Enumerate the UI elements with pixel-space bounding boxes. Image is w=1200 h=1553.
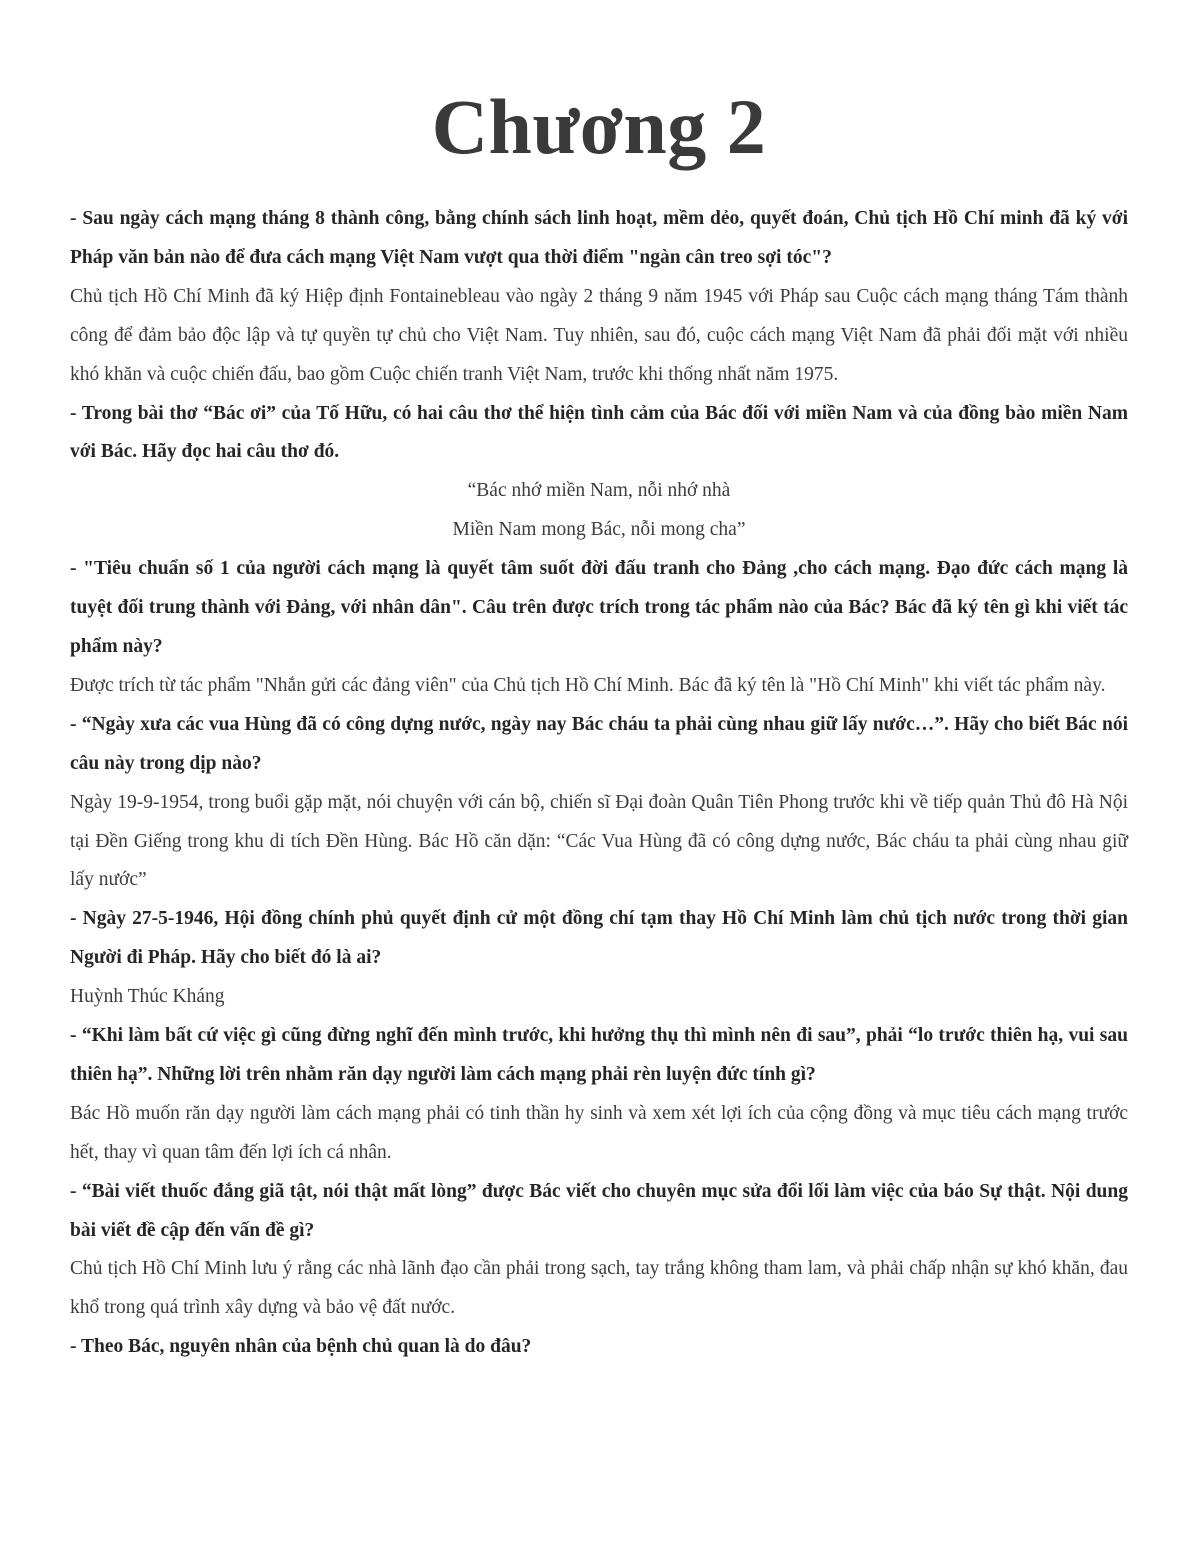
answer-paragraph: Ngày 19-9-1954, trong buổi gặp mặt, nói chuyện với cán bộ, chiến sĩ Đại đoàn Quân Tiên Phong trước khi về tiếp quản Thủ đô Hà Nội tại Đền Giếng trong khu di tích Đền Hùng. Bác Hồ căn dặn: “Các Vua Hùng đã có công dựng nước, Bác cháu ta phải cùng nhau giữ lấy nước” [70,791,1128,891]
question-paragraph: - Theo Bác, nguyên nhân của bệnh chủ quan là do đâu? [70,1336,532,1358]
question-paragraph: - “Khi làm bất cứ việc gì cũng đừng nghĩ đến mình trước, khi hưởng thụ thì mình nên đi sau”, phải “lo trước thiên hạ, vui sau thiên hạ”. Những lời trên nhằm răn dạy người làm cách mạng phải rèn luyện đức tính gì? [70,1025,1128,1085]
page-title: Chương 2 [431,83,767,170]
question-paragraph: - Trong bài thơ “Bác ơi” của Tố Hữu, có hai câu thơ thể hiện tình cảm của Bác đối với miền Nam và của đồng bào miền Nam với Bác. Hãy đọc hai câu thơ đó. [70,402,1128,463]
answer-paragraph: Bác Hồ muốn răn dạy người làm cách mạng phải có tinh thần hy sinh và xem xét lợi ích của cộng đồng và mục tiêu cách mạng trước hết, thay vì quan tâm đến lợi ích cá nhân. [70,1102,1128,1163]
answer-paragraph: Được trích từ tác phẩm "Nhắn gửi các đảng viên" của Chủ tịch Hồ Chí Minh. Bác đã ký tên là "Hồ Chí Minh" khi viết tác phẩm này. [70,674,1106,696]
answer-paragraph: Huỳnh Thúc Kháng [70,986,225,1008]
question-paragraph: - “Bài viết thuốc đắng giã tật, nói thật mất lòng” được Bác viết cho chuyên mục sửa đổi lối làm việc của báo Sự thật. Nội dung bài viết đề cập đến vấn đề gì? [70,1180,1128,1241]
poem-line: “Bác nhớ miền Nam, nỗi nhớ nhà [467,480,731,502]
question-paragraph: - Ngày 27-5-1946, Hội đồng chính phủ quyết định cử một đồng chí tạm thay Hồ Chí Minh làm chủ tịch nước trong thời gian Người đi Pháp. Hãy cho biết đó là ai? [70,908,1128,969]
answer-paragraph: Chủ tịch Hồ Chí Minh lưu ý rằng các nhà lãnh đạo cần phải trong sạch, tay trắng không tham lam, và phải chấp nhận sự khó khăn, đau khổ trong quá trình xây dựng và bảo vệ đất nước. [70,1258,1128,1319]
document-body [70,200,1128,1367]
question-paragraph: - Sau ngày cách mạng tháng 8 thành công, bằng chính sách linh hoạt, mềm dẻo, quyết đoán, Chủ tịch Hồ Chí minh đã ký với Pháp văn bản nào để đưa cách mạng Việt Nam vượt qua thời điểm "ngàn cân treo sợi tóc"? [70,208,1128,268]
question-paragraph: - “Ngày xưa các vua Hùng đã có công dựng nước, ngày nay Bác cháu ta phải cùng nhau giữ lấy nước…”. Hãy cho biết Bác nói câu này trong dịp nào? [70,713,1128,774]
question-paragraph: - "Tiêu chuẩn số 1 của người cách mạng là quyết tâm suốt đời đấu tranh cho Đảng ,cho cách mạng. Đạo đức cách mạng là tuyệt đối trung thành với Đảng, với nhân dân". Câu trên được trích trong tác phẩm nào của Bác? Bác đã ký tên gì khi viết tác phẩm này? [70,558,1128,657]
answer-paragraph: Chủ tịch Hồ Chí Minh đã ký Hiệp định Fontainebleau vào ngày 2 tháng 9 năm 1945 với Pháp sau Cuộc cách mạng tháng Tám thành công để đảm bảo độc lập và tự quyền tự chủ cho Việt Nam. Tuy nhiên, sau đó, cuộc cách mạng Việt Nam đã phải đối mặt với nhiều khó khăn và cuộc chiến đấu, bao gồm Cuộc chiến tranh Việt Nam, trước khi thống nhất năm 1975. [70,285,1128,385]
poem-line: Miền Nam mong Bác, nỗi mong cha” [452,519,746,541]
document-page [70,0,1128,1367]
